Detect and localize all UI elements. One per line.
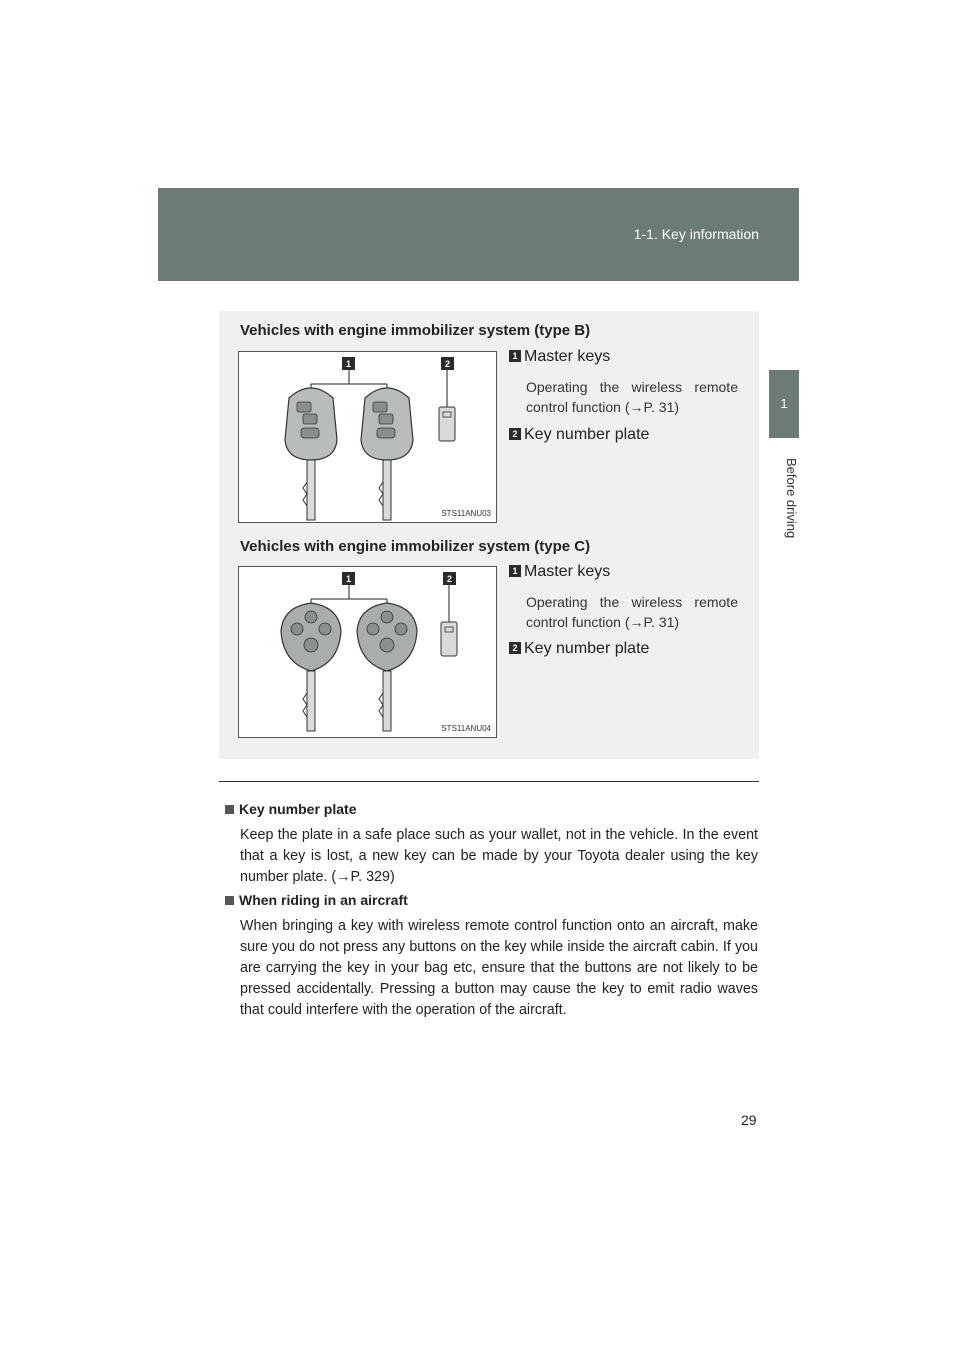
type-c-keys-drawing [239, 567, 498, 739]
page-number: 29 [741, 1112, 757, 1128]
type-c-title: Vehicles with engine immobilizer system (type C) [240, 538, 591, 555]
type-b-item-master-keys [509, 348, 610, 366]
note-body-aircraft: When bringing a key with wireless remote control function onto an aircraft, make sure you do not press any buttons on the key while inside the aircraft cabin. If you are carrying the key in your bag etc, ensure that the buttons are not likely to be pressed accidentally. Pressing a button may cause the key to emit radio waves that could interfere with the operation of the aircraft. [240, 918, 758, 1018]
svg-text:1: 1 [345, 574, 352, 584]
chapter-label: Before driving [784, 457, 799, 539]
master-key-1 [281, 603, 341, 731]
callout-badge-1: 1 [509, 565, 521, 577]
note-title-aircraft: When riding in an aircraft [225, 892, 408, 908]
item-label: Master keys [524, 563, 611, 580]
figure-code: STS11ANU03 [441, 509, 491, 518]
svg-text:2: 2 [444, 359, 451, 369]
item-label: Master keys [524, 348, 611, 365]
master-key-2 [357, 603, 417, 731]
callout-badge-2: 2 [509, 642, 521, 654]
bullet-square-icon [225, 896, 234, 905]
item-label: Key number plate [524, 426, 650, 443]
svg-text:1: 1 [345, 359, 352, 369]
note-title-key-plate: Key number plate [225, 801, 356, 817]
chapter-tab: 1 [769, 370, 799, 438]
type-c-key-illustration [238, 566, 497, 738]
type-b-keys-drawing [239, 352, 498, 524]
type-b-master-keys-desc: Operating the wireless remote control function (→P. 31) [526, 379, 738, 415]
section-title: 1-1. Key information [633, 226, 759, 242]
bullet-square-icon [225, 805, 234, 814]
type-b-title: Vehicles with engine immobilizer system (type B) [240, 322, 591, 339]
note-body-key-plate: Keep the plate in a safe place such as your wallet, not in the vehicle. In the event that a key is lost, a new key can be made by your Toyota dealer using the key number plate. (→P. 329) [240, 827, 758, 885]
type-c-item-master-keys [509, 563, 610, 581]
item-label: Key number plate [524, 640, 650, 657]
figure-code: STS11ANU04 [441, 724, 491, 733]
callout-badge-2: 2 [509, 428, 521, 440]
svg-text:2: 2 [446, 574, 453, 584]
master-key-2 [361, 388, 413, 520]
type-b-key-illustration [238, 351, 497, 523]
key-number-plate-drawing [441, 622, 457, 656]
page-header [158, 188, 799, 281]
master-key-1 [285, 388, 337, 520]
divider [219, 781, 759, 782]
type-b-item-plate [509, 426, 649, 444]
key-number-plate-drawing [439, 407, 455, 441]
type-c-master-keys-desc: Operating the wireless remote control function (→P. 31) [526, 594, 738, 630]
callout-badge-1: 1 [509, 350, 521, 362]
type-c-item-plate [509, 640, 649, 658]
